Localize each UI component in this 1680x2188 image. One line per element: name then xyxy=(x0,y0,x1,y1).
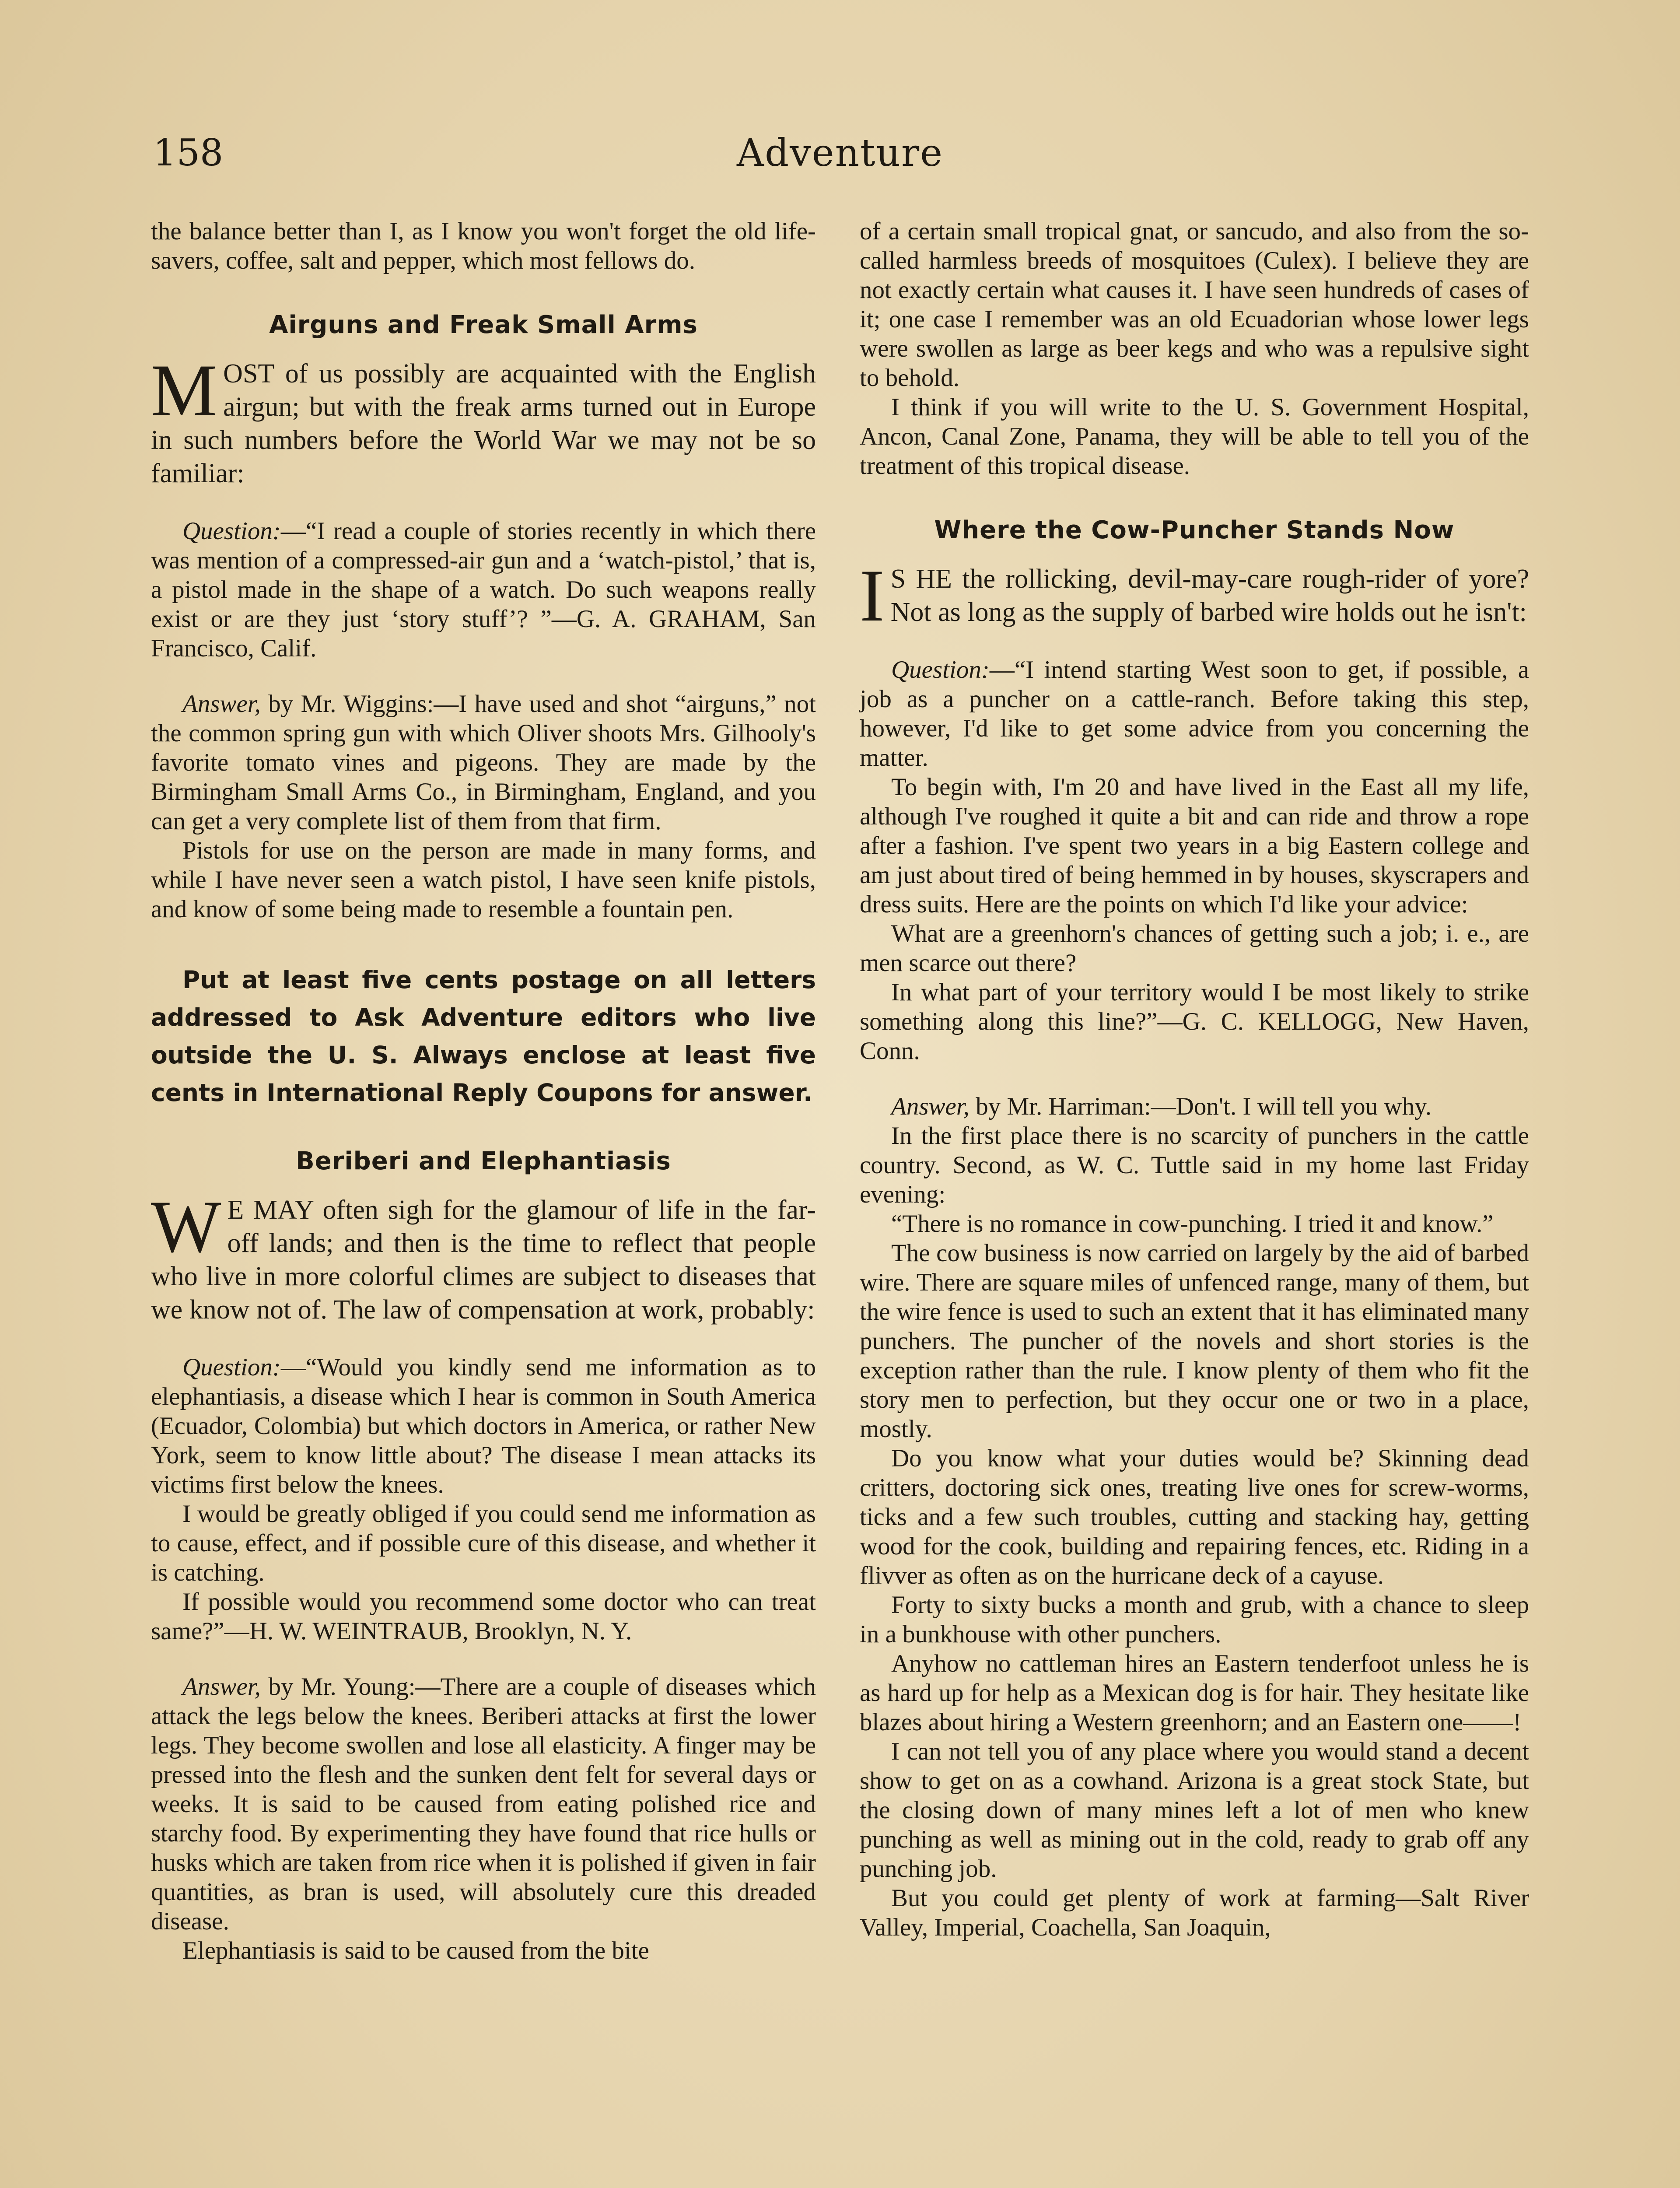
drop-cap: W xyxy=(151,1185,221,1268)
lead-paragraph-beriberi xyxy=(151,1185,816,1326)
question-paragraph-2: I would be greatly obliged if you could send me information as to cause, effect, and if possible cure of this disease, and whether it is catching. xyxy=(151,1500,816,1586)
question-label: Question: xyxy=(182,517,281,545)
lead-paragraph-cowpuncher xyxy=(860,554,1529,637)
answer-text: by Mr. Young:—There are a couple of diseases which attack the legs below the knees. Beriberi attacks at first the lower legs. They become swollen and lose all elasticity. A finger may be pressed into the flesh and the sunken dent felt for several days or weeks. It is said to be caused from eating polished rice and starchy food. By experimenting they have found that rice hulls or husks which are taken from rice when it is polished if given in fair quantities, as bran is used, will absolutely cure this dreaded disease. xyxy=(151,1673,816,1935)
question-paragraph-2: To begin with, I'm 20 and have lived in the East all my life, although I've roughed it quite a bit and can ride and throw a rope after a fashion. I've spent two years in a big Eastern college and am just about tired of being hemmed in by houses, skyscrapers and dress suits. Here are the points on which I'd like your advice: xyxy=(860,773,1529,918)
lead-text: E MAY often sigh for the glamour of life in the far-off lands; and then is the time to reflect that people who live in more colorful climes are subject to diseases that we know not of. The law of compensation at work, probably: xyxy=(151,1195,816,1325)
answer-paragraph-4: The cow business is now carried on largely by the aid of barbed wire. There are square miles of unfenced range, many of them, but the wire fence is used to such an extent that it has eliminated many punchers. The puncher of the novels and short stories is the exception rather than the rule. I know plenty of them who fit the story men to perfection, but they occur one or two in a place, mostly. xyxy=(860,1239,1529,1443)
drop-cap: I xyxy=(860,554,885,637)
question-text: —“Would you kindly send me information as to elephantiasis, a disease which I hear is common in South America (Ecuador, Colombia) but which doctors in America, or rather New York, seem to know little about? The disease I mean attacks its victims first below the knees. xyxy=(151,1353,816,1498)
question-paragraph xyxy=(860,655,1529,772)
question-paragraph-3: What are a greenhorn's chances of getting such a job; i. e., are men scarce out there? xyxy=(860,920,1529,977)
answer-label: Answer, xyxy=(182,1673,261,1701)
question-paragraph xyxy=(151,516,816,663)
answer-paragraph-3: “There is no romance in cow-punching. I tried it and know.” xyxy=(891,1210,1494,1238)
answer-paragraph-2: Pistols for use on the person are made in many forms, and while I have never seen a watch pistol, I have seen knife pistols, and know of some being made to resemble a fountain pen. xyxy=(151,837,816,923)
page-number: 158 xyxy=(153,131,224,174)
answer-paragraph-6: Forty to sixty bucks a month and grub, with a chance to sleep in a bunkhouse with other punchers. xyxy=(860,1591,1529,1648)
running-title: Adventure xyxy=(737,131,943,175)
question-text: —“I intend starting West soon to get, if possible, a job as a puncher on a cattle-ranch. Before taking this step, however, I'd like to get some advice from you concerning the matter. xyxy=(860,656,1529,771)
continued-paragraph-2: I think if you will write to the U. S. Government Hospital, Ancon, Canal Zone, Panama, they will be able to tell you of the treatment of this tropical disease. xyxy=(860,393,1529,480)
answer-paragraph-9: But you could get plenty of work at farming—Salt River Valley, Imperial, Coachella, San Joaquin, xyxy=(860,1884,1529,1941)
answer-paragraph-7: Anyhow no cattleman hires an Eastern tenderfoot unless he is as hard up for help as a Mexican dog is for hair. They hesitate like blazes about hiring a Western greenhorn; and an Eastern one——! xyxy=(860,1650,1529,1736)
answer-paragraph xyxy=(860,1092,1529,1121)
right-column xyxy=(860,217,1529,1942)
question-paragraph-3: If possible would you recommend some doctor who can treat same?”—H. W. WEINTRAUB, Brooklyn, N. Y. xyxy=(151,1588,816,1645)
intro-paragraph: the balance better than I, as I know you won't forget the old life-savers, coffee, salt and pepper, which most fellows do. xyxy=(151,217,816,274)
answer-label: Answer, xyxy=(891,1093,970,1120)
continued-paragraph: of a certain small tropical gnat, or sancudo, and also from the so-called harmless breeds of mosquitoes (Culex). I believe they are not exactly certain what causes it. I have seen hundreds of cases of it; one case I remember was an old Ecuadorian whose lower legs were swollen as large as beer kegs and who was a repulsive sight to behold. xyxy=(860,217,1529,392)
page-header xyxy=(149,131,1531,184)
postage-notice: Put at least five cents postage on all letters addressed to Ask Adventure editors who live outside the U. S. Always enclose at least five cents in International Reply Coupons for answer. xyxy=(151,966,816,1107)
answer-text: by Mr. Wiggins:—I have used and shot “airguns,” not the common spring gun with which Oliver shoots Mrs. Gilhooly's favorite tomato vines and pigeons. They are made by the Birmingham Small Arms Co., in Birmingham, England, and you can get a very complete list of them from that firm. xyxy=(151,690,816,835)
question-label: Question: xyxy=(891,656,990,684)
section-heading-airguns: Airguns and Freak Small Arms xyxy=(269,311,698,339)
answer-paragraph-2: Elephantiasis is said to be caused from the bite xyxy=(182,1937,649,1964)
question-paragraph xyxy=(151,1353,816,1499)
lead-text: OST of us possibly are acquainted with the English airgun; but with the freak arms turned out in Europe in such numbers before the World War we may not be so familiar: xyxy=(151,359,816,488)
drop-cap: M xyxy=(151,349,217,431)
answer-paragraph xyxy=(151,1672,816,1936)
section-heading-beriberi: Beriberi and Elephantiasis xyxy=(296,1147,671,1175)
lead-text: S HE the rollicking, devil-may-care rough-rider of yore? Not as long as the supply of barbed wire holds out he isn't: xyxy=(890,564,1529,627)
answer-text: by Mr. Harriman:—Don't. I will tell you why. xyxy=(969,1093,1432,1120)
answer-label: Answer, xyxy=(182,690,261,718)
lead-paragraph-airguns xyxy=(151,349,816,490)
question-label: Question: xyxy=(182,1353,281,1381)
left-column xyxy=(151,217,816,1965)
answer-paragraph-5: Do you know what your duties would be? Skinning dead critters, doctoring sick ones, treating live ones for screw-worms, ticks and a few such troubles, cutting and stacking hay, getting wood for the cook, building and repairing fences, etc. Riding in a flivver as often as on the hurricane deck of a cayuse. xyxy=(860,1445,1529,1589)
question-text: —“I read a couple of stories recently in which there was mention of a compressed-air gun and a ‘watch-pistol,’ that is, a pistol made in the shape of a watch. Do such weapons really exist or are they just ‘story stuff’? ”—G. A. GRAHAM, San Francisco, Calif. xyxy=(151,517,816,662)
answer-paragraph-2: In the first place there is no scarcity of punchers in the cattle country. Second, as W. C. Tuttle said in my home last Friday evening: xyxy=(860,1122,1529,1208)
answer-paragraph xyxy=(151,689,816,836)
section-heading-cowpuncher: Where the Cow-Puncher Stands Now xyxy=(934,516,1455,544)
question-paragraph-4: In what part of your territory would I be most likely to strike something along this line?”—G. C. KELLOGG, New Haven, Conn. xyxy=(860,978,1529,1065)
answer-paragraph-8: I can not tell you of any place where you would stand a decent show to get on as a cowhand. Arizona is a great stock State, but the closing down of many mines left a lot of men who knew punching as well as mining out in the cold, ready to grab off any punching job. xyxy=(860,1738,1529,1883)
